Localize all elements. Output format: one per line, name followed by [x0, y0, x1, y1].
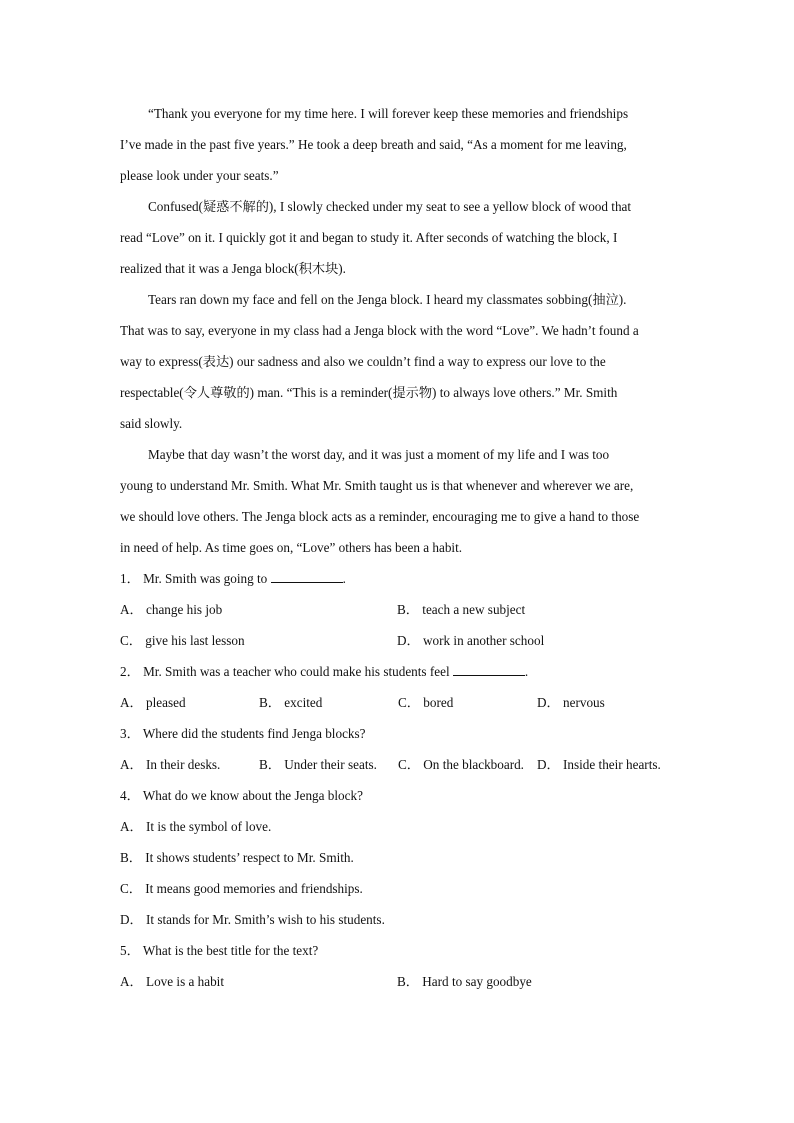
passage-line: read “Love” on it. I quickly got it and began to study it. After seconds of watching the block, I: [120, 230, 618, 245]
answer-option[interactable]: C． On the blackboard.: [398, 757, 524, 772]
reading-passage: [120, 98, 676, 563]
passage-line: realized that it was a Jenga block(积木块).: [120, 261, 346, 276]
option-row: [120, 749, 676, 780]
question-list: [120, 563, 676, 997]
passage-line: please look under your seats.”: [120, 168, 279, 183]
option-row: [120, 966, 676, 997]
passage-paragraph: [120, 284, 676, 439]
answer-option[interactable]: A． pleased: [120, 695, 186, 710]
passage-line: That was to say, everyone in my class had a Jenga block with the word “Love”. We hadn’t found a: [120, 323, 639, 338]
answer-option[interactable]: A． change his job: [120, 602, 223, 617]
passage-line: Tears ran down my face and fell on the Jenga block. I heard my classmates sobbing(抽泣).: [148, 292, 627, 307]
answer-blank: [271, 571, 343, 583]
answer-option[interactable]: A． Love is a habit: [120, 974, 225, 989]
option-row: [120, 904, 676, 935]
answer-option[interactable]: B． It shows students’ respect to Mr. Smith.: [120, 850, 354, 865]
answer-option[interactable]: B． Hard to say goodbye: [397, 974, 532, 989]
answer-option[interactable]: D． work in another school: [397, 633, 545, 648]
answer-option[interactable]: A． In their desks.: [120, 757, 221, 772]
option-row: [120, 594, 676, 625]
answer-option[interactable]: C． It means good memories and friendships.: [120, 881, 363, 896]
passage-line: we should love others. The Jenga block acts as a reminder, encouraging me to give a hand to those: [120, 509, 640, 524]
answer-option[interactable]: C． give his last lesson: [120, 633, 245, 648]
question-end-punct: .: [524, 664, 529, 679]
question-text: 5． What is the best title for the text?: [120, 943, 319, 958]
passage-line: Confused(疑惑不解的), I slowly checked under my seat to see a yellow block of wood that: [148, 199, 632, 214]
question-text: 4． What do we know about the Jenga block?: [120, 788, 363, 803]
question-end-punct: .: [342, 571, 346, 586]
passage-line: said slowly.: [120, 416, 183, 431]
question-stem: [120, 718, 676, 749]
passage-line: Maybe that day wasn’t the worst day, and it was just a moment of my life and I was too: [148, 447, 610, 462]
passage-line: young to understand Mr. Smith. What Mr. Smith taught us is that whenever and wherever we are,: [120, 478, 634, 493]
document-page: [120, 98, 676, 997]
option-row: [120, 873, 676, 904]
answer-option[interactable]: C． bored: [398, 695, 454, 710]
question-text: 1． Mr. Smith was going to: [120, 571, 271, 586]
question-stem: [120, 780, 676, 811]
passage-line: I’ve made in the past five years.” He took a deep breath and said, “As a moment for me leaving,: [120, 137, 627, 152]
passage-paragraph: [120, 191, 676, 284]
passage-line: “Thank you everyone for my time here. I will forever keep these memories and friendships: [148, 106, 629, 121]
answer-blank: [453, 664, 525, 676]
question-stem: [120, 656, 676, 687]
passage-line: way to express(表达) our sadness and also we couldn’t find a way to express our love to the: [120, 354, 606, 369]
question-stem: [120, 563, 676, 594]
question-text: 2． Mr. Smith was a teacher who could make his students feel: [120, 664, 453, 679]
question-stem: [120, 935, 676, 966]
option-row: [120, 842, 676, 873]
question-text: 3． Where did the students find Jenga blocks?: [120, 726, 366, 741]
answer-option[interactable]: B． teach a new subject: [397, 602, 526, 617]
passage-paragraph: [120, 98, 676, 191]
passage-line: respectable(令人尊敬的) man. “This is a reminder(提示物) to always love others.” Mr. Smith: [120, 385, 618, 400]
option-row: [120, 687, 676, 718]
option-row: [120, 811, 676, 842]
passage-paragraph: [120, 439, 676, 563]
answer-option[interactable]: D． Inside their hearts.: [537, 757, 661, 772]
passage-line: in need of help. As time goes on, “Love” others has been a habit.: [120, 540, 463, 555]
answer-option[interactable]: D． nervous: [537, 695, 605, 710]
option-row: [120, 625, 676, 656]
answer-option[interactable]: A． It is the symbol of love.: [120, 819, 272, 834]
answer-option[interactable]: B． Under their seats.: [259, 757, 377, 772]
answer-option[interactable]: B． excited: [259, 695, 323, 710]
answer-option[interactable]: D． It stands for Mr. Smith’s wish to his students.: [120, 912, 385, 927]
